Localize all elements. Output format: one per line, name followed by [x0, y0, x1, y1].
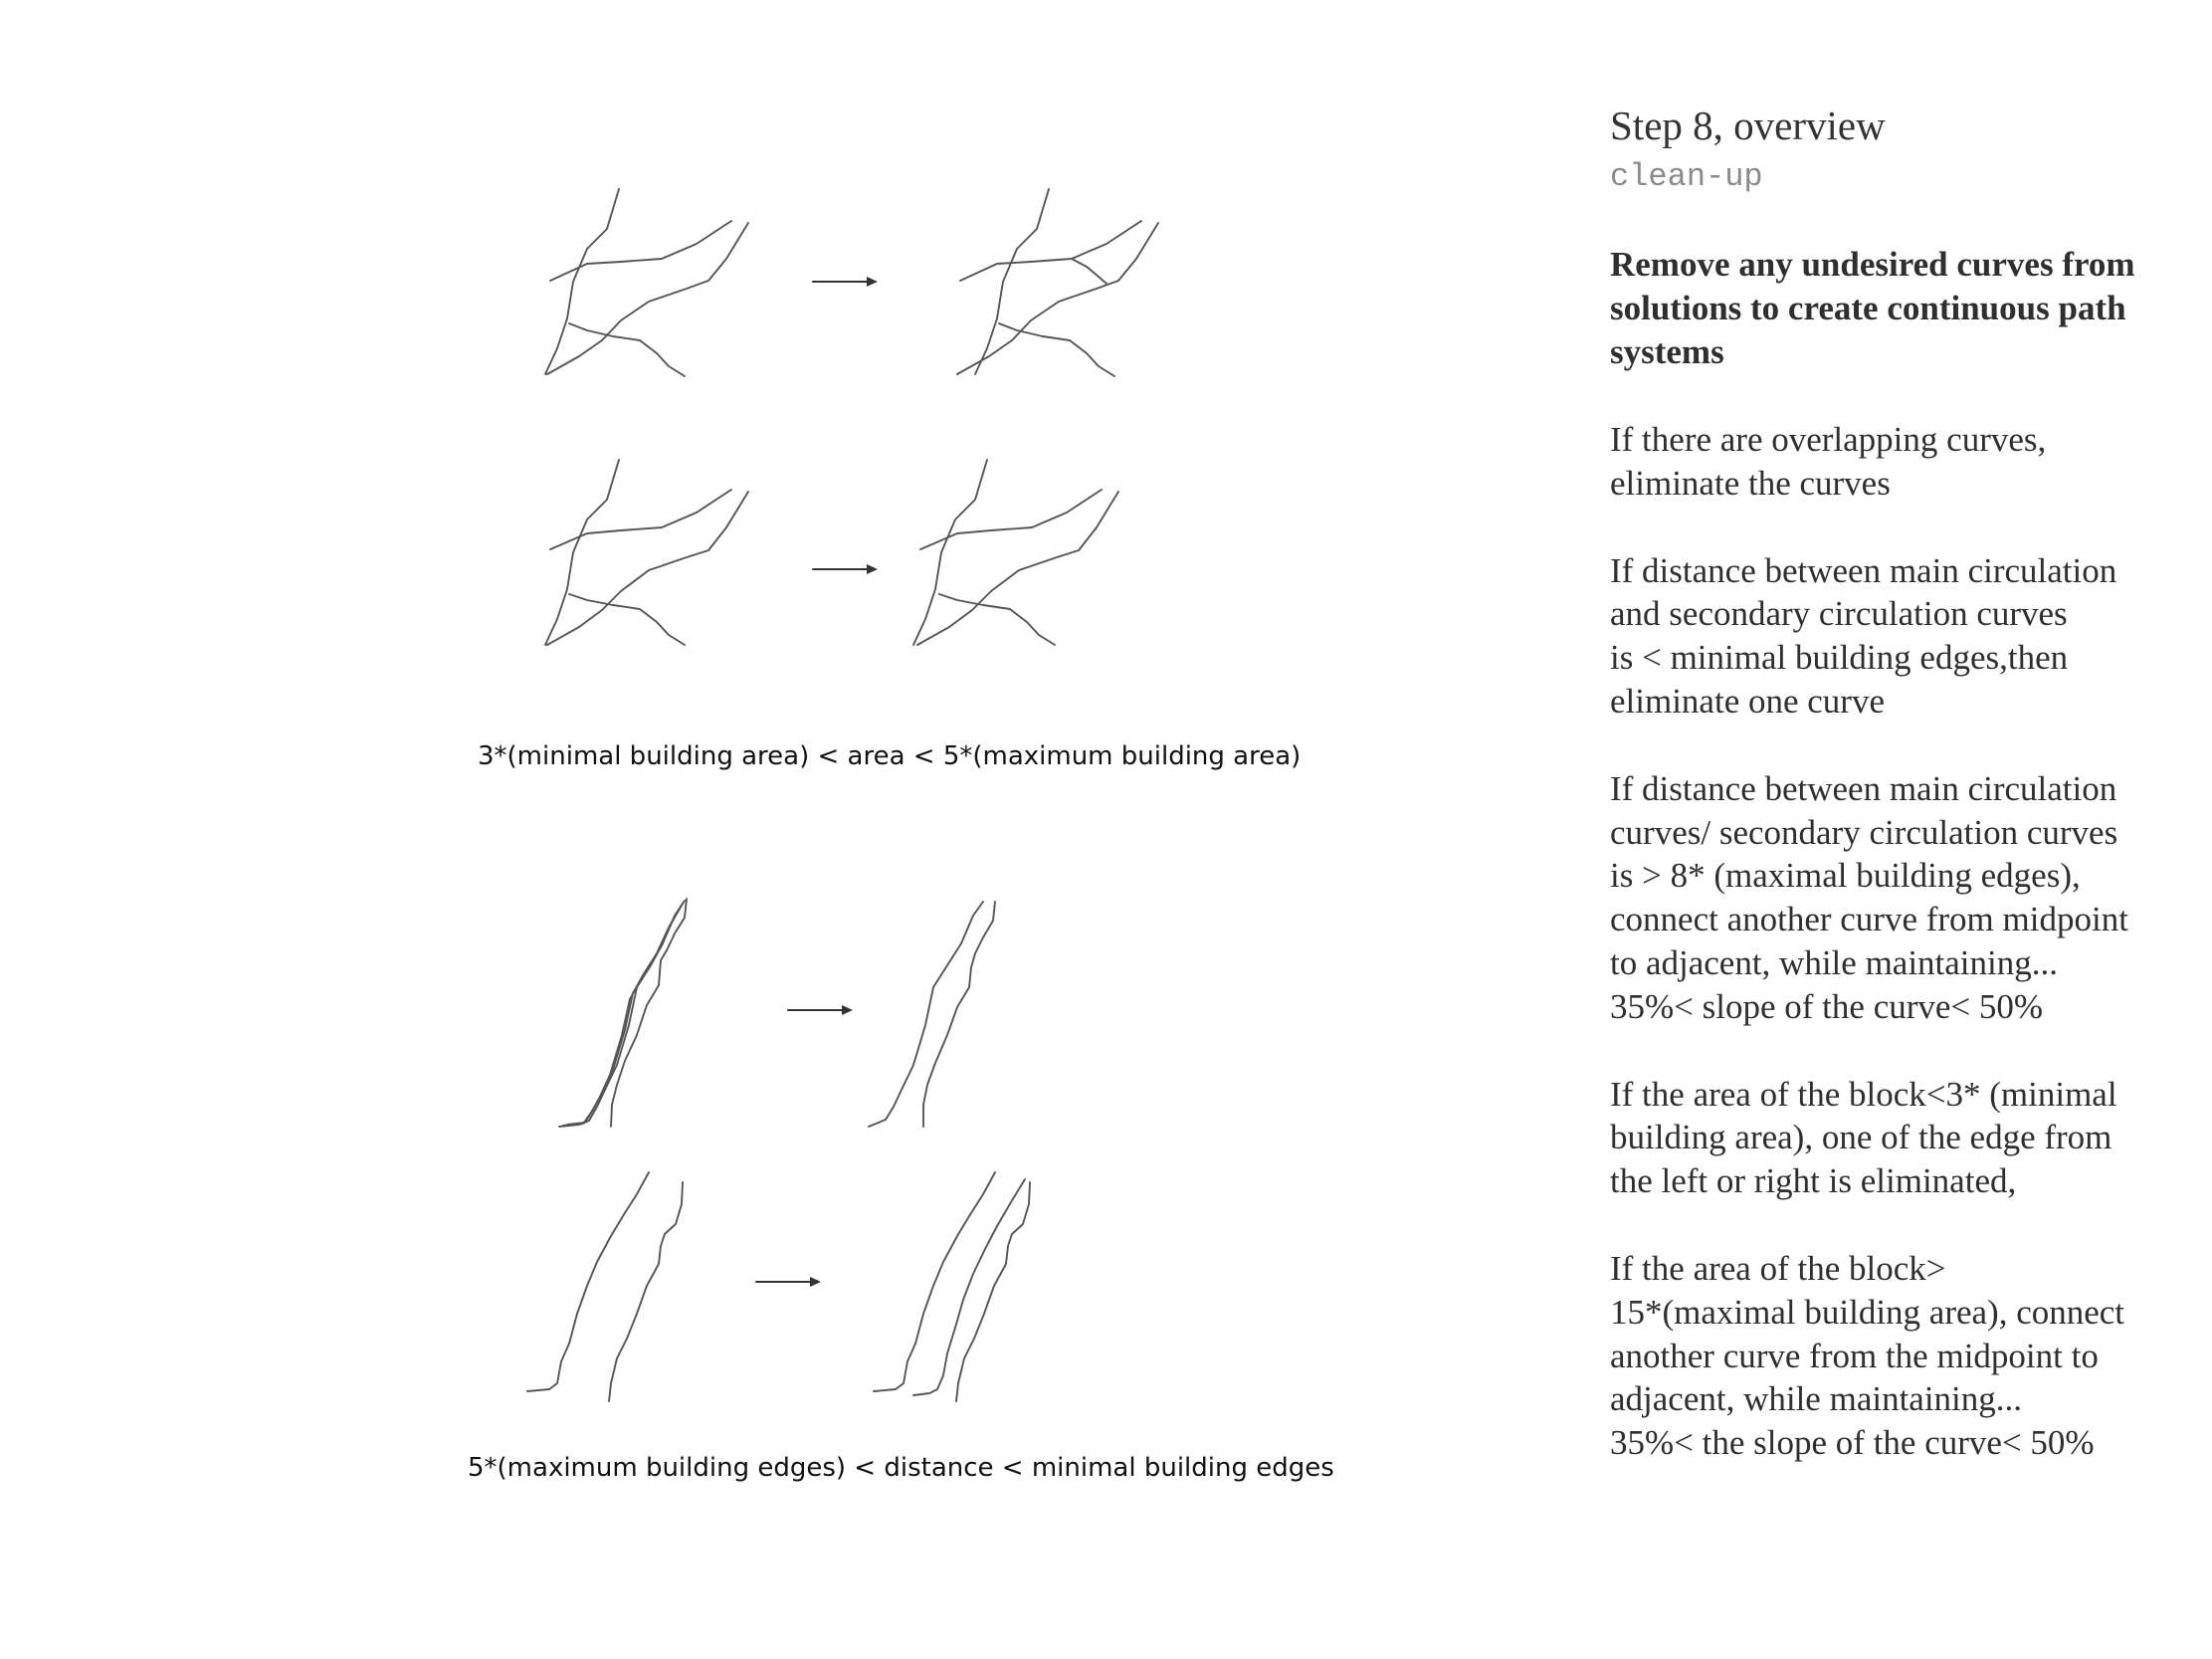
lead-line: Remove any undesired curves from	[1610, 245, 2135, 284]
rule-line: curves/ secondary circulation curves	[1610, 812, 2118, 852]
arrow-row1	[813, 277, 878, 287]
rule-line: If there are overlapping curves,	[1610, 420, 2047, 459]
arrow-row4	[756, 1277, 821, 1287]
diagram-caption-top: 3*(minimal building area) < area < 5*(maximum building area)	[478, 741, 1302, 771]
arrow-row3	[788, 1005, 853, 1015]
rule-line: the left or right is eliminated,	[1610, 1161, 2017, 1201]
rule-line: eliminate one curve	[1610, 681, 1885, 721]
rule-line: 15*(maximal building area), connect	[1610, 1292, 2125, 1332]
description-panel	[1610, 100, 2207, 1465]
curves-row3-after	[869, 902, 995, 1127]
rule-large-block	[1610, 1247, 2207, 1465]
network-row1-before	[545, 189, 748, 376]
rule-line: If the area of the block<3* (minimal	[1610, 1074, 2117, 1114]
rule-line: another curve from the midpoint to	[1610, 1336, 2099, 1375]
rule-line: is > 8* (maximal building edges),	[1610, 856, 2081, 896]
curves-row4-after	[874, 1172, 1030, 1401]
rule-line: and secondary circulation curves	[1610, 594, 2068, 634]
rule-line: If distance between main circulation	[1610, 768, 2117, 808]
rule-min-distance	[1610, 549, 2207, 724]
rule-line: 35%< the slope of the curve< 50%	[1610, 1423, 2095, 1463]
rule-small-block	[1610, 1073, 2207, 1203]
lead-line: solutions to create continuous path	[1610, 289, 2126, 327]
curves-row3-before	[559, 899, 687, 1127]
rule-line: to adjacent, while maintaining...	[1610, 942, 2059, 982]
rule-line: is < minimal building edges,then	[1610, 638, 2069, 678]
rule-line: If distance between main circulation	[1610, 550, 2117, 590]
rule-line: 35%< slope of the curve< 50%	[1610, 986, 2044, 1026]
network-row2-after	[913, 460, 1118, 645]
network-row1-after	[957, 189, 1158, 376]
network-row2-before	[545, 460, 748, 645]
page-title: Step 8, overview	[1610, 103, 1886, 148]
diagram-caption-bottom: 5*(maximum building edges) < distance < minimal building edges	[468, 1453, 1334, 1483]
rule-line: connect another curve from midpoint	[1610, 900, 2128, 939]
rule-line: If the area of the block>	[1610, 1248, 1946, 1288]
arrow-row2	[813, 564, 878, 574]
rule-line: eliminate the curves	[1610, 463, 1891, 503]
lead-statement	[1610, 243, 2207, 374]
lead-line: systems	[1610, 332, 1724, 371]
page-subtitle: clean-up	[1610, 158, 1763, 195]
rule-line: building area), one of the edge from	[1610, 1118, 2112, 1157]
rule-overlapping-curves	[1610, 418, 2207, 506]
curves-row4-before	[527, 1172, 683, 1401]
rule-line: adjacent, while maintaining...	[1610, 1379, 2023, 1419]
rule-max-distance	[1610, 767, 2207, 1029]
